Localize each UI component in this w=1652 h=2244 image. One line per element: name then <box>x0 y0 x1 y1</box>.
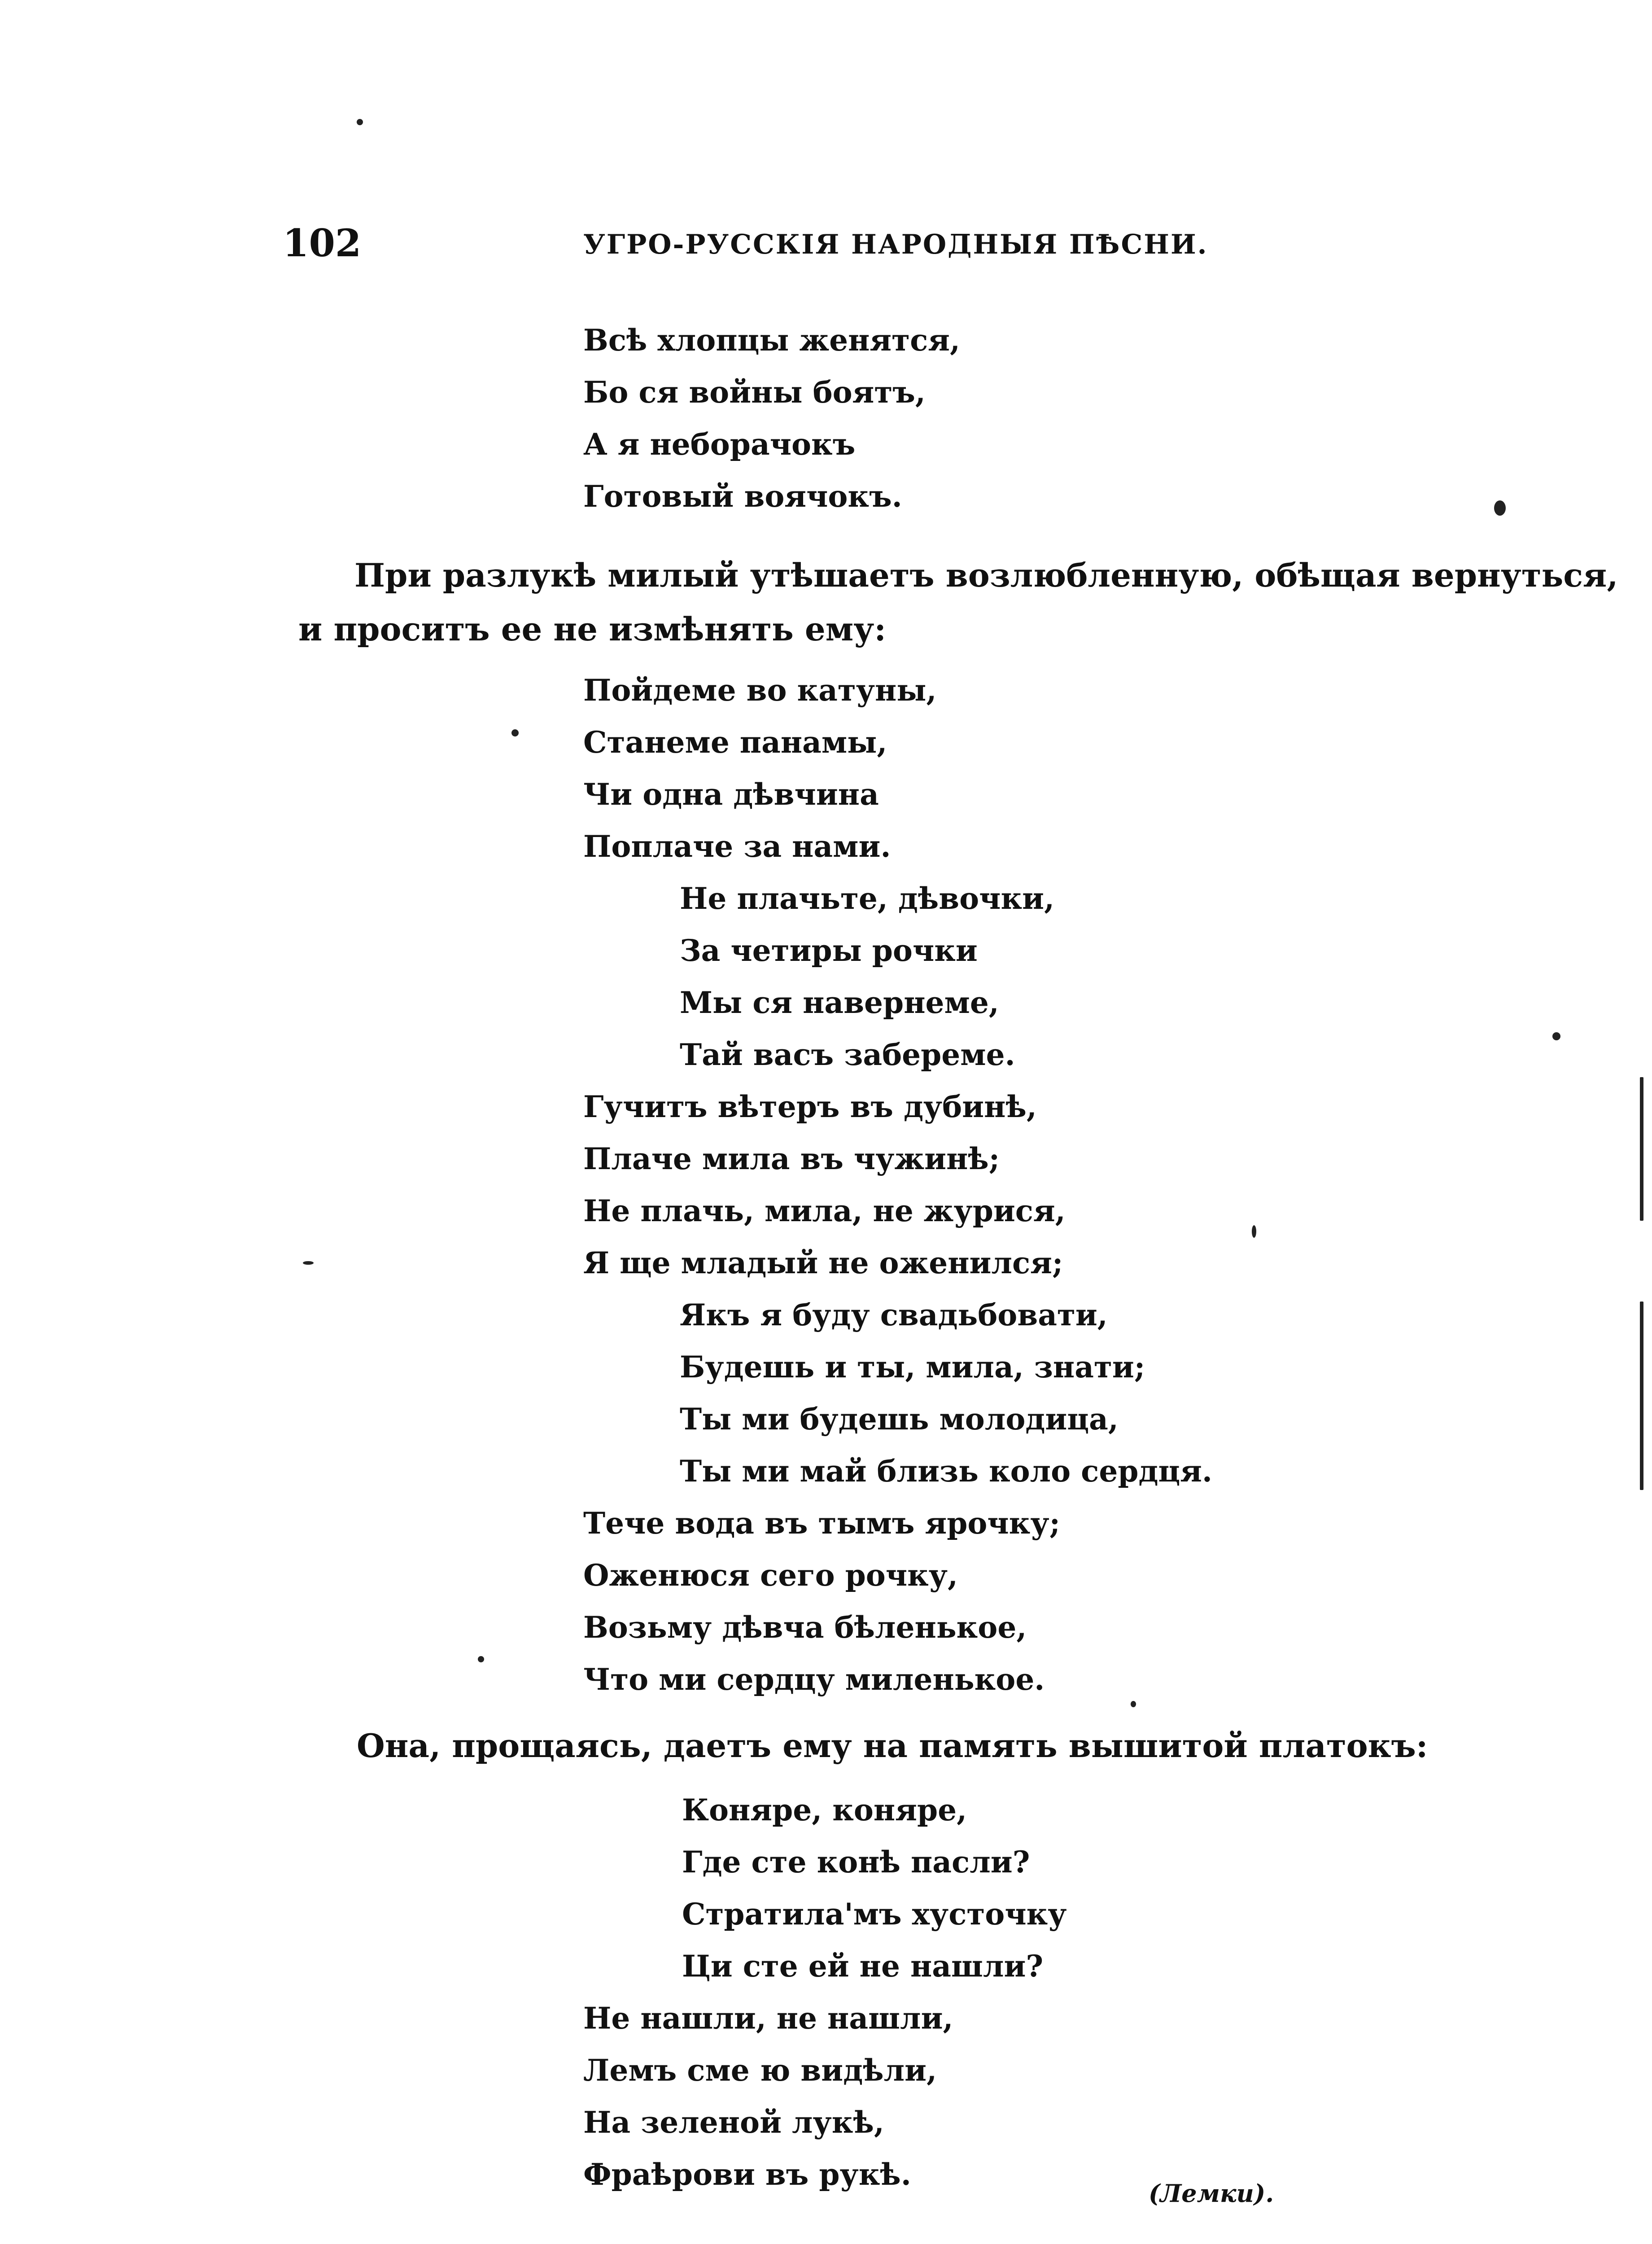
verse-line: Коняре, коняре, <box>682 1793 967 1828</box>
prose-intro-line-1: При разлукѣ милый утѣшаетъ возлюбленную, обѣщая вернуться, <box>354 556 1618 594</box>
verse-line: Пойдеме во катуны, <box>583 673 937 708</box>
stanza-3 <box>682 1784 1067 1992</box>
verse-line: Стратила'мъ хусточку <box>682 1897 1067 1932</box>
source-attribution: (Лемки). <box>1149 2179 1274 2208</box>
verse-line: Тай васъ забереме. <box>680 1037 1015 1072</box>
verse-line: Бо ся войны боятъ, <box>583 375 926 410</box>
verse-line: Поплаче за нами. <box>583 829 891 864</box>
verse-line: Будешь и ты, мила, знати; <box>680 1350 1145 1385</box>
verse-line: Возьму дѣвча бѣленькое, <box>583 1610 1027 1645</box>
verse-line: Ты ми май близь коло сердця. <box>680 1454 1212 1489</box>
scan-speck <box>511 729 519 736</box>
verse-line: Гучитъ вѣтеръ въ дубинѣ, <box>583 1089 1037 1124</box>
verse-line: Не нашли, не нашли, <box>583 2001 953 2036</box>
verse-line: Всѣ хлопцы женятся, <box>583 323 960 358</box>
stanza-2 <box>583 664 1212 1705</box>
stanza-4 <box>583 1992 953 2200</box>
verse-line: А я неборачокъ <box>583 427 856 462</box>
verse-line: Тече вода въ тымъ ярочку; <box>583 1506 1060 1541</box>
verse-line: Готовый воячокъ. <box>583 479 902 514</box>
verse-line: Не плачь, мила, не журися, <box>583 1193 1066 1228</box>
verse-line: Где сте конѣ пасли? <box>682 1845 1030 1880</box>
scan-speck <box>1252 1225 1256 1238</box>
scan-speck <box>357 119 363 125</box>
verse-line: Ты ми будешь молодица, <box>680 1402 1119 1437</box>
scan-speck <box>478 1656 484 1662</box>
verse-line: За четиры рочки <box>680 933 978 968</box>
verse-line: Мы ся навернеме, <box>680 985 999 1020</box>
verse-line: На зеленой лукѣ, <box>583 2105 884 2140</box>
page-number: 102 <box>283 221 362 265</box>
prose-intro-line-2: и проситъ ее не измѣнять ему: <box>298 610 886 648</box>
verse-line: Чи одна дѣвчина <box>583 777 879 812</box>
verse-line: Плаче мила въ чужинѣ; <box>583 1141 1000 1176</box>
scan-speck <box>1640 1077 1643 1221</box>
running-title: УГРО-РУССКІЯ НАРОДНЫЯ ПѢСНИ. <box>583 229 1208 260</box>
verse-line: Что ми сердцу миленькое. <box>583 1662 1045 1697</box>
verse-line: Якъ я буду свадьбовати, <box>680 1297 1108 1332</box>
scan-speck <box>303 1261 314 1265</box>
verse-line: Оженюся сего рочку, <box>583 1558 958 1593</box>
verse-line: Лемъ сме ю видѣли, <box>583 2053 937 2088</box>
verse-line: Станеме панамы, <box>583 725 887 760</box>
scan-speck <box>1552 1032 1560 1040</box>
scan-speck <box>1494 500 1506 516</box>
scan-speck <box>1640 1302 1643 1490</box>
prose-farewell: Она, прощаясь, даетъ ему на память вышитой платокъ: <box>357 1727 1428 1765</box>
stanza-1 <box>583 314 960 522</box>
verse-line: Ци сте ей не нашли? <box>682 1949 1044 1984</box>
verse-line: Не плачьте, дѣвочки, <box>680 881 1055 916</box>
verse-line: Фраѣрови въ рукѣ. <box>583 2157 911 2192</box>
scan-speck <box>1131 1701 1136 1707</box>
verse-line: Я ще младый не оженился; <box>583 1245 1063 1280</box>
